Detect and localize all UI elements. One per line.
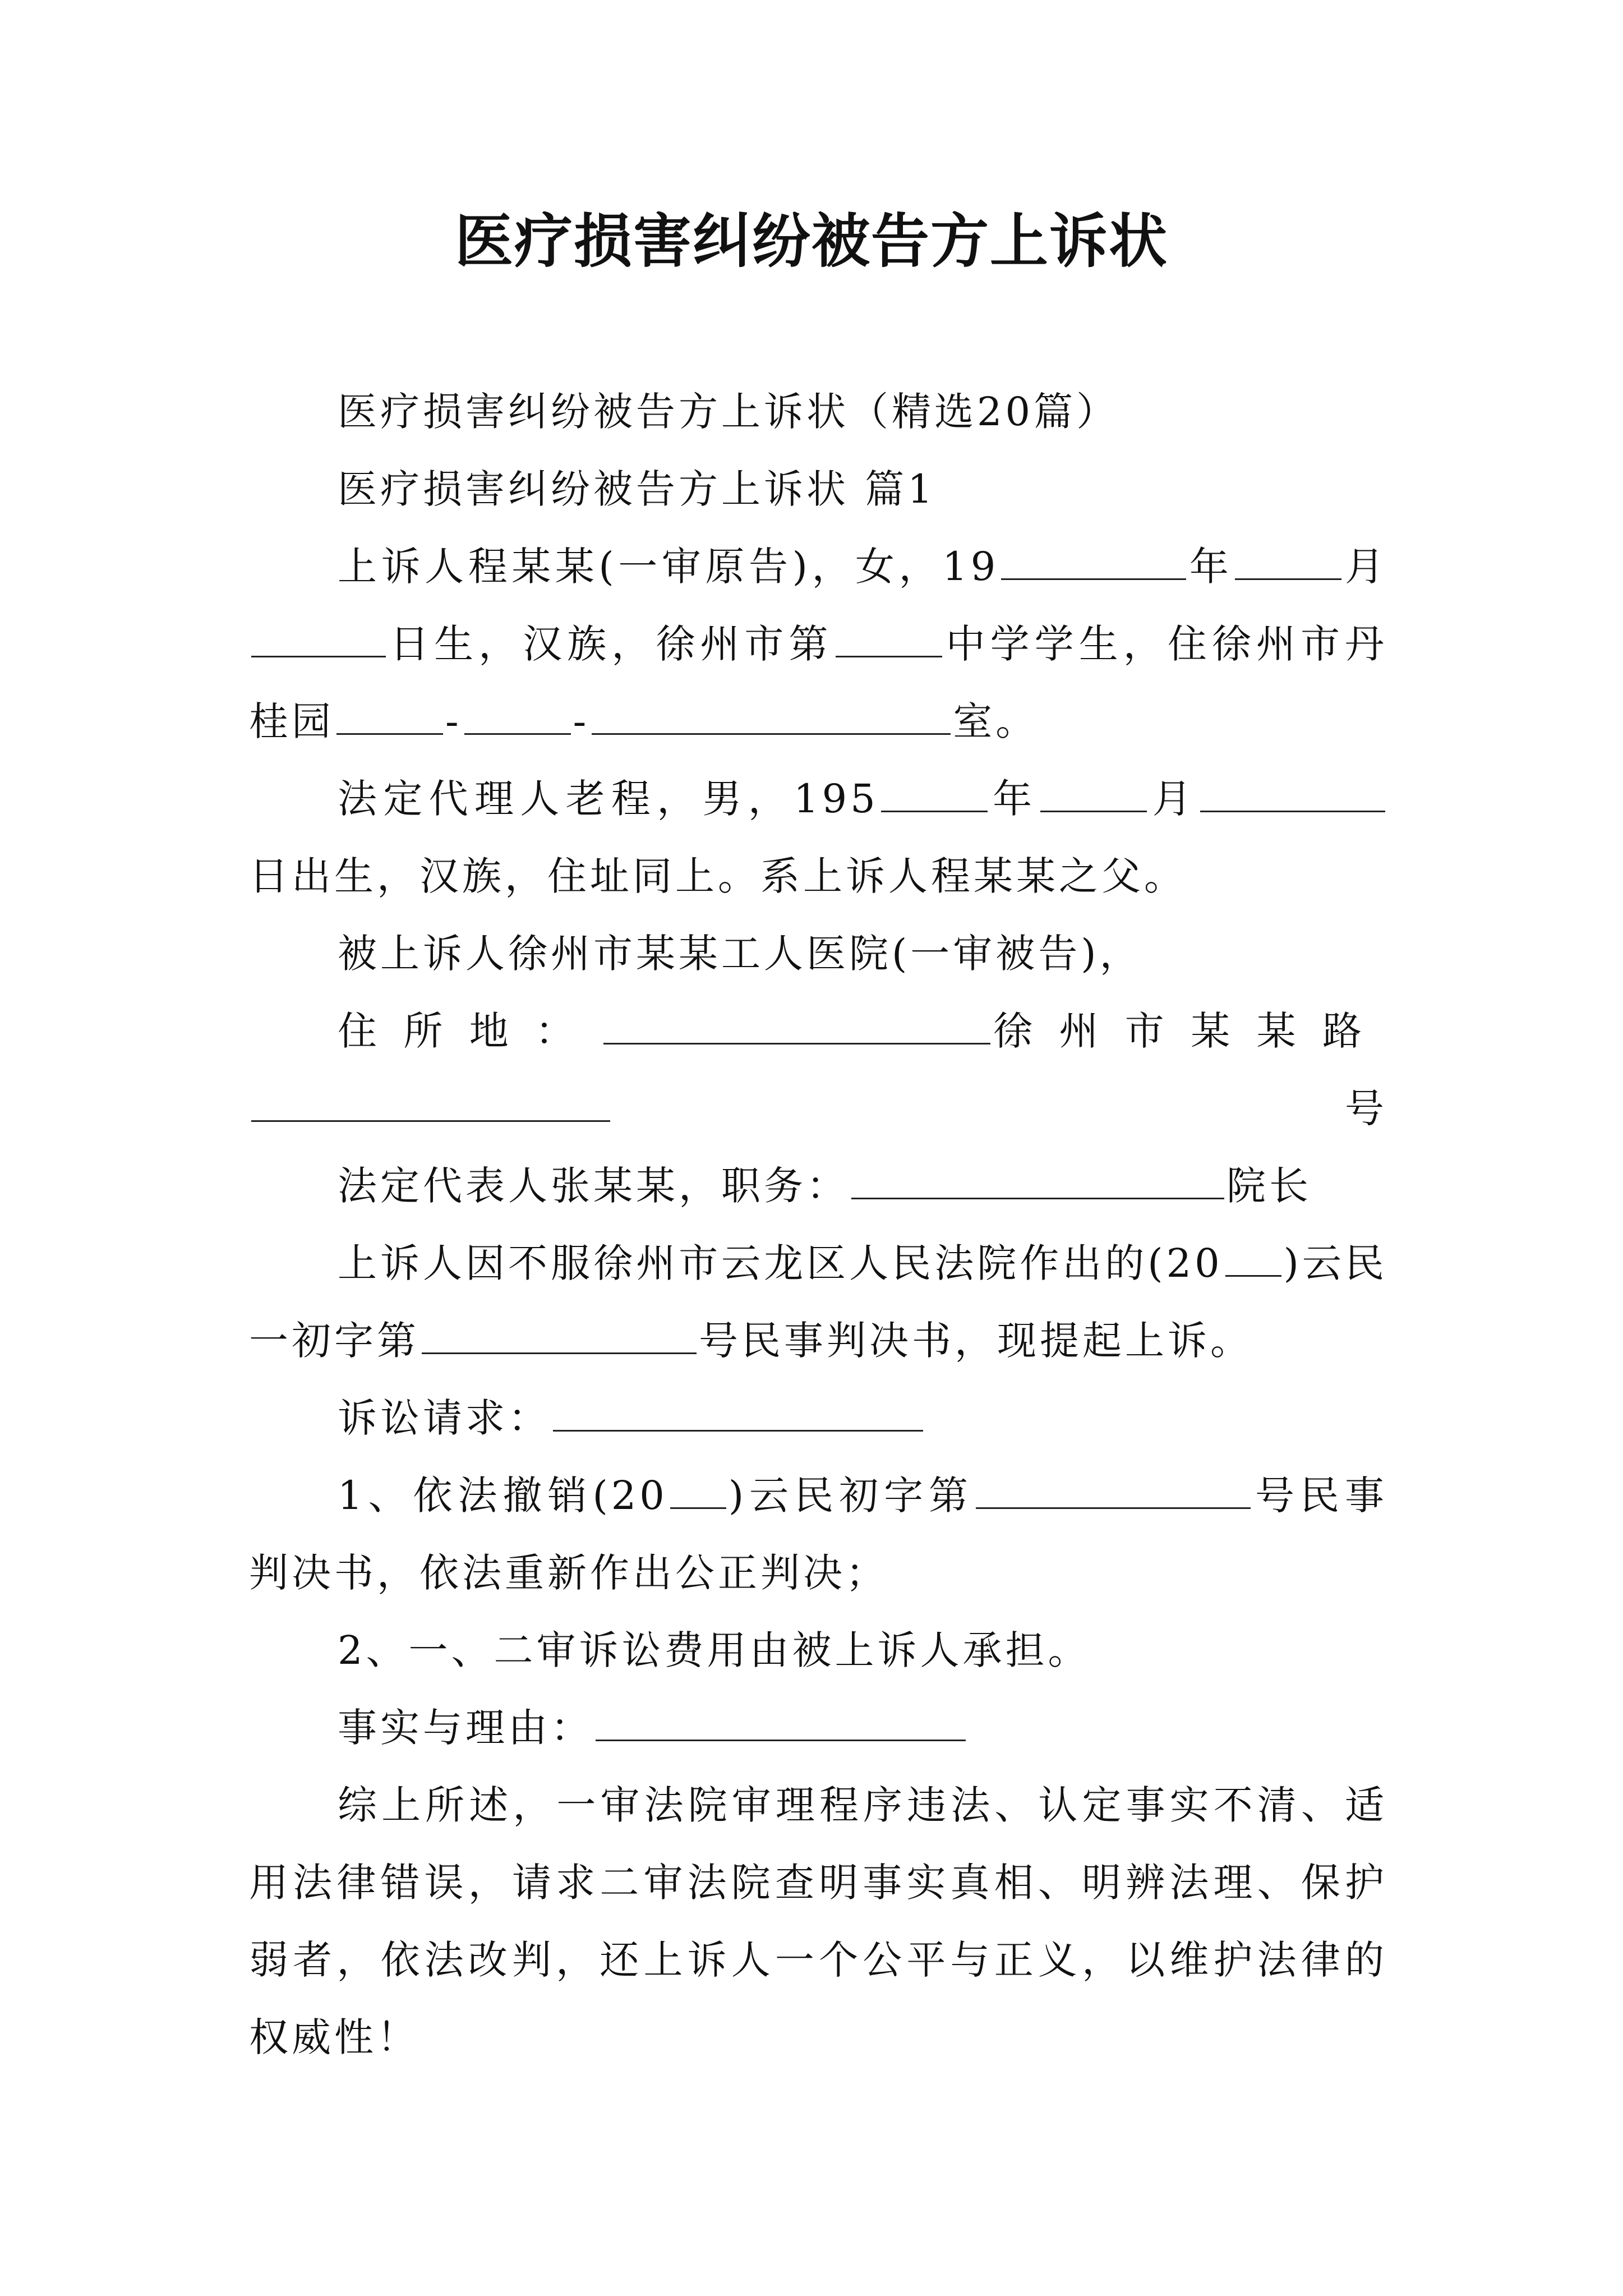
claim-2-paragraph: 2、一、二审诉讼费用由被上诉人承担。 <box>338 1627 1091 1673</box>
agent-text-4: 日出生，汉族，住址同上。系上诉人程某某之父。 <box>249 853 1187 899</box>
facts-label: 事实与理由： <box>338 1705 593 1751</box>
appellant-text-2: 年 <box>1188 544 1233 590</box>
appellant-text-8: 室。 <box>953 698 1039 744</box>
conclusion-paragraph: 综上所述，一审法院审理程序违法、认定事实不清、适用法律错误，请求二审法院查明事实真相、明辨法理、保护弱者，依法改判，还上诉人一个公平与正义，以维护法律的权威性！ <box>249 1782 1387 2060</box>
document-title: 医疗损害纠纷被告方上诉状 <box>454 207 1168 275</box>
blank-field <box>1001 545 1186 580</box>
appellant-text-4: 日生，汉族，徐州市第 <box>388 621 833 667</box>
claims-label: 诉讼请求： <box>338 1395 551 1441</box>
appellant-text-6: - <box>445 698 462 744</box>
blank-field <box>251 622 386 657</box>
claim-1-text-2: )云民初字第 <box>728 1473 974 1519</box>
appeal-intro-paragraph <box>249 1225 1387 1379</box>
agent-paragraph <box>249 760 1387 915</box>
blank-field <box>422 1319 697 1354</box>
blank-field <box>596 1706 966 1741</box>
blank-field <box>553 1396 923 1432</box>
claim-1-paragraph <box>249 1457 1387 1612</box>
agent-text-1: 法定代理人老程，男，195 <box>338 776 879 822</box>
representative-text-2: 院长 <box>1227 1163 1312 1209</box>
subtitle: 医疗损害纠纷被告方上诉状（精选20篇） <box>338 389 1119 435</box>
claim-1-text-3: 号民事判决书，依法重新作出公正判决； <box>249 1473 1387 1596</box>
blank-field <box>881 777 988 812</box>
blank-field <box>1200 777 1385 812</box>
blank-field <box>251 1087 610 1122</box>
blank-field <box>851 1164 1224 1199</box>
representative-text-1: 法定代表人张某某，职务： <box>338 1163 849 1209</box>
agent-text-3: 月 <box>1149 776 1198 822</box>
address-paragraph <box>249 992 1387 1147</box>
blank-field <box>592 700 951 735</box>
appellant-text-7: - <box>573 698 590 744</box>
section-heading: 医疗损害纠纷被告方上诉状 篇1 <box>338 466 936 512</box>
appellant-paragraph <box>249 528 1387 760</box>
appeal-intro-text-2: )云民一初字第 <box>249 1240 1387 1364</box>
appellant-text-1: 上诉人程某某(一审原告)，女，19 <box>338 544 999 590</box>
blank-field <box>464 700 571 735</box>
claims-label-paragraph <box>249 1379 1387 1457</box>
appellant-text-5: 中学学生，住徐州市丹桂园 <box>249 621 1388 744</box>
blank-field <box>1225 1241 1281 1277</box>
appeal-intro-text-1: 上诉人因不服徐州市云龙区人民法院作出的(20 <box>338 1240 1223 1286</box>
appeal-intro-text-3: 号民事判决书，现提起上诉。 <box>699 1318 1253 1364</box>
blank-field <box>670 1474 726 1509</box>
address-label: 住所地： <box>338 1008 601 1054</box>
representative-paragraph <box>249 1147 1387 1225</box>
document-body <box>249 373 1387 2076</box>
blank-field <box>976 1474 1251 1509</box>
blank-field <box>1235 545 1341 580</box>
blank-field <box>336 700 443 735</box>
blank-field <box>1040 777 1147 812</box>
respondent-paragraph: 被上诉人徐州市某某工人医院(一审被告)， <box>338 931 1142 977</box>
address-text-2: 徐州市某某路 <box>992 1008 1388 1054</box>
claim-1-text-1: 1、依法撤销(20 <box>338 1473 668 1519</box>
appellant-text-3: 月 <box>1344 544 1388 590</box>
facts-label-paragraph <box>249 1689 1387 1766</box>
address-text-3: 号 <box>612 1085 1387 1131</box>
agent-text-2: 年 <box>989 776 1039 822</box>
blank-field <box>603 1009 990 1045</box>
blank-field <box>836 622 942 657</box>
